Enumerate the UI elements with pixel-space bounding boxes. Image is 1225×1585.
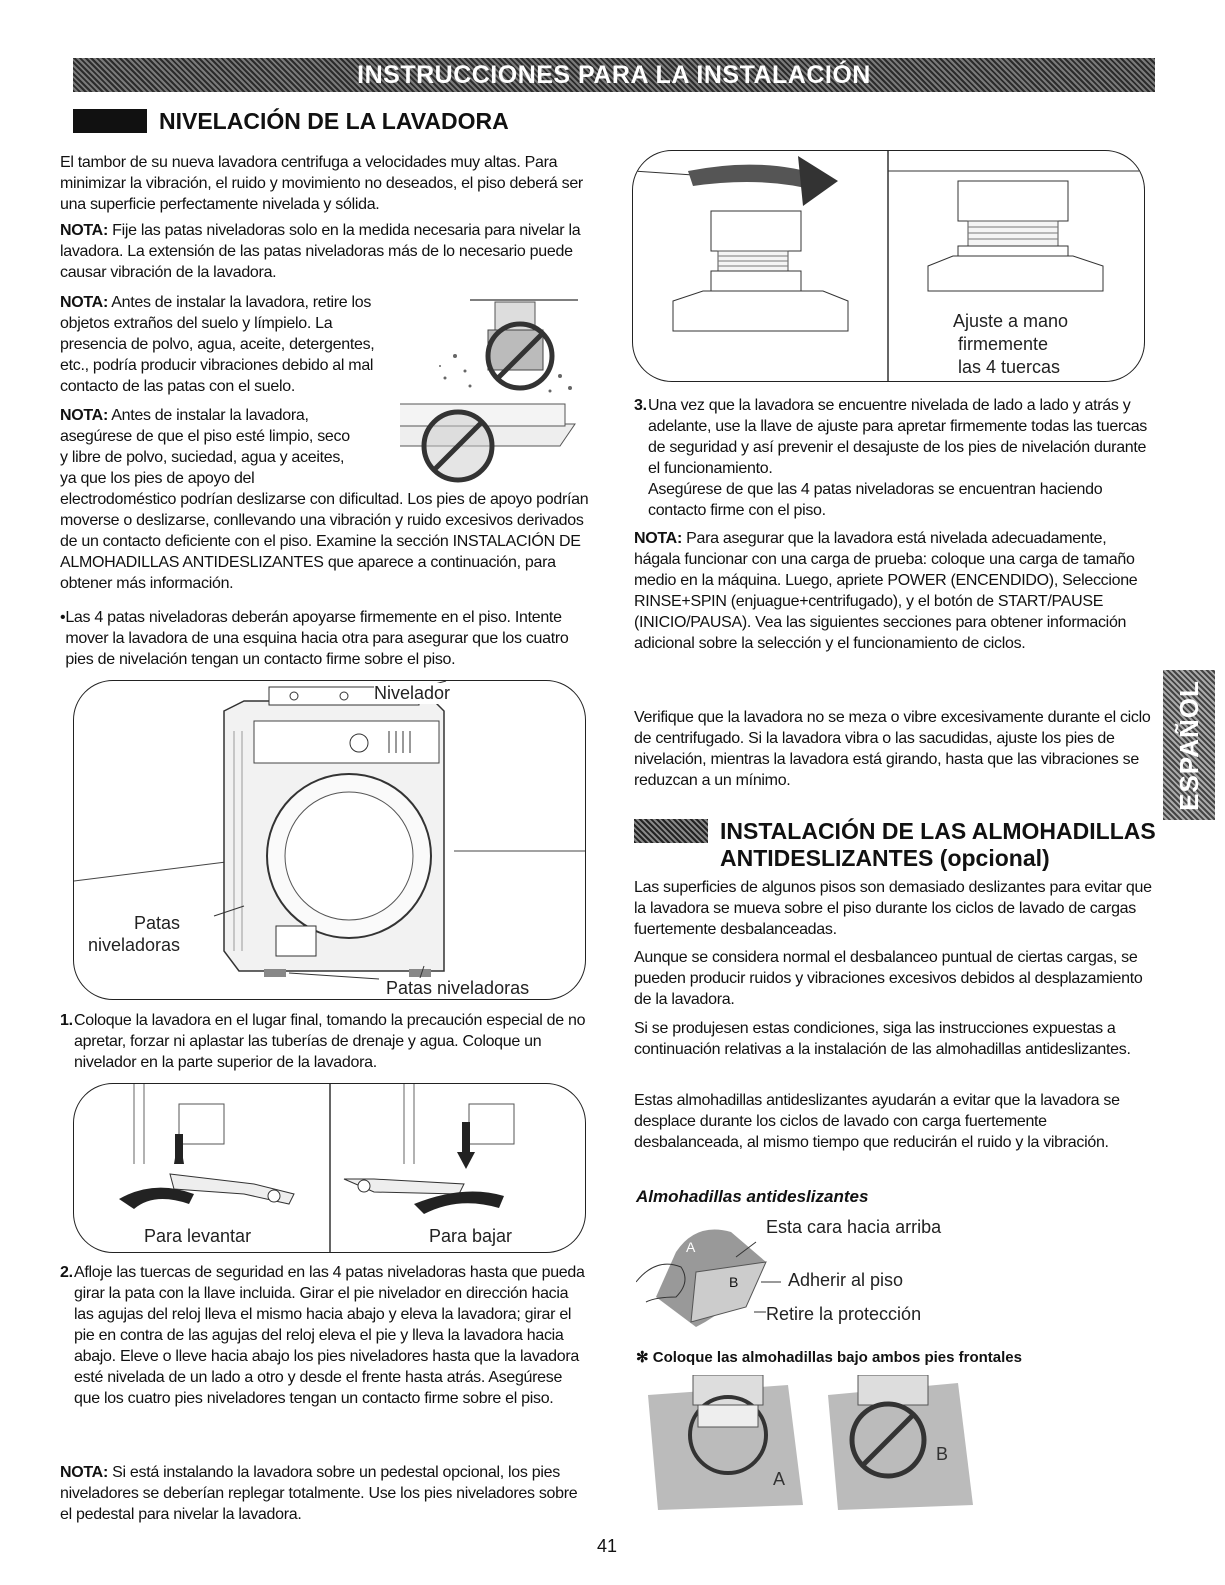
step-number: 3. — [634, 397, 647, 414]
nut-right — [888, 171, 1145, 291]
note-label: NOTA: — [60, 294, 108, 311]
pad-placement-wrong — [828, 1375, 973, 1510]
label-patas-niveladoras: Patas niveladoras — [386, 978, 530, 998]
step-number: 1. — [60, 1012, 73, 1029]
step-2 — [60, 1262, 590, 1409]
title-block-icon — [634, 819, 708, 843]
pad-placement-correct — [648, 1375, 803, 1510]
note-text-line: ya que los pies de apoyo del — [60, 470, 255, 487]
note-label: NOTA: — [60, 407, 108, 424]
step-text-continued: Asegúrese de que las 4 patas niveladoras se encuentran haciendo contacto firme con el piso. — [648, 481, 1103, 519]
placement-b-label: B — [936, 1444, 949, 1464]
language-tab-label: ESPAÑOL — [1173, 679, 1204, 811]
pad-b-label: B — [729, 1274, 739, 1290]
section-title-text-line1: INSTALACIÓN DE LAS ALMOHADILLAS — [720, 818, 1156, 844]
pads-placement-note: ✻ Coloque las almohadillas bajo ambos pies frontales — [636, 1349, 1022, 1366]
note-text-line: Antes de instalar la lavadora, — [111, 407, 309, 424]
pads-paragraph-4: Estas almohadillas antideslizantes ayudarán a evitar que la lavadora se desplace durante los ciclos de lavado con carga fuertemente desbalanceada, al mismo tiempo que reducirán el ruido y la vibración. — [634, 1092, 1120, 1151]
lower-diagram — [344, 1084, 514, 1214]
label-nivelador: Nivelador — [374, 683, 451, 703]
note-text: Para asegurar que la lavadora está nivelada adecuadamente, hágala funcionar con una carga de prueba: coloque una carga de tamaño medio en la máquina. Luego, apriete POWER (ENCENDIDO), Seleccione RINSE+SPIN (enjuague+centrifugado), y el botón de START/PAUSE (INICIO/PAUSA). Vea las siguientes secciones para obtener información adicional sobre la selección y el funcionamiento de ciclos. — [634, 530, 1138, 652]
step-text: Coloque la lavadora en el lugar final, tomando la precaución especial de no apretar, forzar ni aplastar las tuberías de drenaje y agua. Coloque un nivelador en la parte superior de la lavadora. — [74, 1012, 586, 1071]
step-3 — [634, 395, 1154, 521]
label-adherir-piso: Adherir al piso — [788, 1270, 904, 1290]
label-ajuste-mano: Ajuste a mano — [953, 311, 1069, 331]
nut-left — [633, 156, 848, 331]
note-text: Si está instalando la lavadora sobre un pedestal opcional, los pies niveladores se deberían replegar totalmente. Use los pies niveladores sobre el pedestal para nivelar la lavadora. — [60, 1464, 578, 1523]
tighten-nuts-illustration — [633, 151, 1145, 382]
label-para-levantar: Para levantar — [144, 1226, 252, 1246]
step-text: Una vez que la lavadora se encuentre nivelada de lado a lado y atrás y adelante, use la llave de ajuste para apretar firmemente todas las tuercas de seguridad y así prevenir el desajuste de los pies de nivelación durante el funcionamiento. — [648, 397, 1147, 477]
label-firmemente: firmemente — [958, 334, 1049, 354]
section-title-pads — [634, 818, 1156, 872]
paragraph-intro: El tambor de su nueva lavadora centrifuga a velocidades muy altas. Para minimizar la vibración, el ruido y movimiento no deseados, el piso deberá ser una superficie perfectamente nivelada y sólida. — [60, 154, 583, 213]
raise-diagram — [119, 1084, 294, 1209]
section-title-leveling — [73, 108, 509, 135]
note-text-line: Antes de instalar la lavadora, retire los — [111, 294, 372, 311]
note-label: NOTA: — [634, 530, 682, 547]
section-title-text: NIVELACIÓN DE LA LAVADORA — [159, 108, 509, 134]
pads-paragraph-1: Las superficies de algunos pisos son demasiado deslizantes para evitar que la lavadora se mueva sobre el piso durante los ciclos de lavado de cargas fuertemente desbalanceadas. — [634, 879, 1152, 938]
pads-subheading: Almohadillas antideslizantes — [636, 1187, 869, 1206]
paragraph-verify: Verifique que la lavadora no se meza o vibre excesivamente durante el ciclo de centrifugado. Si la lavadora vibra o las sacudidas, ajuste los pies de nivelación, mientras la lavadora está girando, hasta que las vibraciones se reduzcan a un mínimo. — [634, 709, 1151, 789]
pads-paragraph-3: Si se produjesen estas condiciones, siga las instrucciones expuestas a continuación relativas a la instalación de las almohadillas antideslizantes. — [634, 1020, 1131, 1058]
pad-a-label: A — [686, 1239, 696, 1255]
note-text-line: asegúrese de que el piso esté limpio, seco — [60, 428, 350, 445]
label-4-tuercas: las 4 tuercas — [958, 357, 1061, 377]
page-number: 41 — [597, 1536, 618, 1556]
step-number: 2. — [60, 1264, 73, 1281]
step-1 — [60, 1010, 590, 1073]
note-text-line: y libre de polvo, suciedad, agua y aceites, — [60, 449, 345, 466]
note-label: NOTA: — [60, 222, 108, 239]
label-niveladoras: niveladoras — [88, 935, 181, 955]
pads-paragraph-2: Aunque se considera normal el desbalanceo puntual de ciertas cargas, se pueden producir ruidos y vibraciones excesivos debidos al desplazamiento de la lavadora. — [634, 949, 1143, 1008]
note-text-line: objetos extraños del suelo y límpielo. La — [60, 315, 333, 332]
note-paragraph-2 — [60, 292, 440, 397]
label-cara-arriba: Esta cara hacia arriba — [766, 1217, 942, 1237]
note-text-line: etc., podría producir vibraciones debido al mal — [60, 357, 374, 374]
bullet-mark: • — [60, 609, 66, 626]
washer-level-figure — [73, 680, 586, 1000]
banner-title: INSTRUCCIONES PARA LA INSTALACIÓN — [357, 60, 871, 89]
step-text: Afloje las tuercas de seguridad en las 4 patas niveladoras hasta que pueda girar la pata con la llave incluida. Girar el pie nivelador en dirección hacia las agujas del reloj lleva el mismo hacia abajo y eleva la lavadora; girar el pie en contra de las agujas del reloj eleva el pie y lleva la lavadora hacia abajo. Eleve o lleve hacia abajo los pies niveladores hasta que la lavadora esté nivelada de un lado a otro y desde el frente hasta atrás. Asegúrese que los cuatro pies niveladores tengan un contacto firme sobre el piso. — [74, 1264, 585, 1407]
tighten-nuts-figure — [632, 150, 1145, 382]
note-text-line: presencia de polvo, agua, aceite, detergentes, — [60, 336, 375, 353]
note-paragraph-4 — [60, 1462, 590, 1525]
raise-lower-figure — [73, 1083, 586, 1253]
language-tab — [1163, 670, 1215, 820]
bullet-text: Las 4 patas niveladoras deberán apoyarse firmemente en el piso. Intente mover la lavadora de una esquina hacia otra para asegurar que los cuatro pies de nivelación tengan un contacto firme sobre el piso. — [65, 609, 569, 668]
note-text-line: electrodoméstico podrían deslizarse con dificultad. Los pies de apoyo podrían moverse o deslizarse, conllevando una vibración y ruido excesivos derivados de un contacto deficiente con el piso. Examine la sección INSTALACIÓN DE ALMOHADILLAS ANTIDESLIZANTES que aparece a continuación, para obtener más información. — [60, 491, 589, 592]
note-label: NOTA: — [60, 1464, 108, 1481]
placement-a-label: A — [773, 1469, 786, 1489]
label-para-bajar: Para bajar — [429, 1226, 513, 1246]
label-patas: Patas — [134, 913, 181, 933]
note-paragraph-3 — [60, 405, 590, 594]
note-text: Fije las patas niveladoras solo en la medida necesaria para nivelar la lavadora. La extensión de las patas niveladoras más de lo necesario puede causar vibración de la lavadora. — [60, 222, 581, 281]
bullet-paragraph — [60, 607, 595, 670]
title-block-icon — [73, 109, 147, 133]
note-paragraph-1 — [60, 220, 590, 283]
pad-placement-illustration — [638, 1375, 1008, 1515]
note-paragraph-5 — [634, 528, 1154, 654]
section-title-text-line2: ANTIDESLIZANTES (opcional) — [720, 845, 1050, 871]
header-banner — [73, 58, 1155, 92]
label-retire-proteccion: Retire la protección — [766, 1304, 922, 1324]
note-text-line: contacto de las patas con el suelo. — [60, 378, 295, 395]
